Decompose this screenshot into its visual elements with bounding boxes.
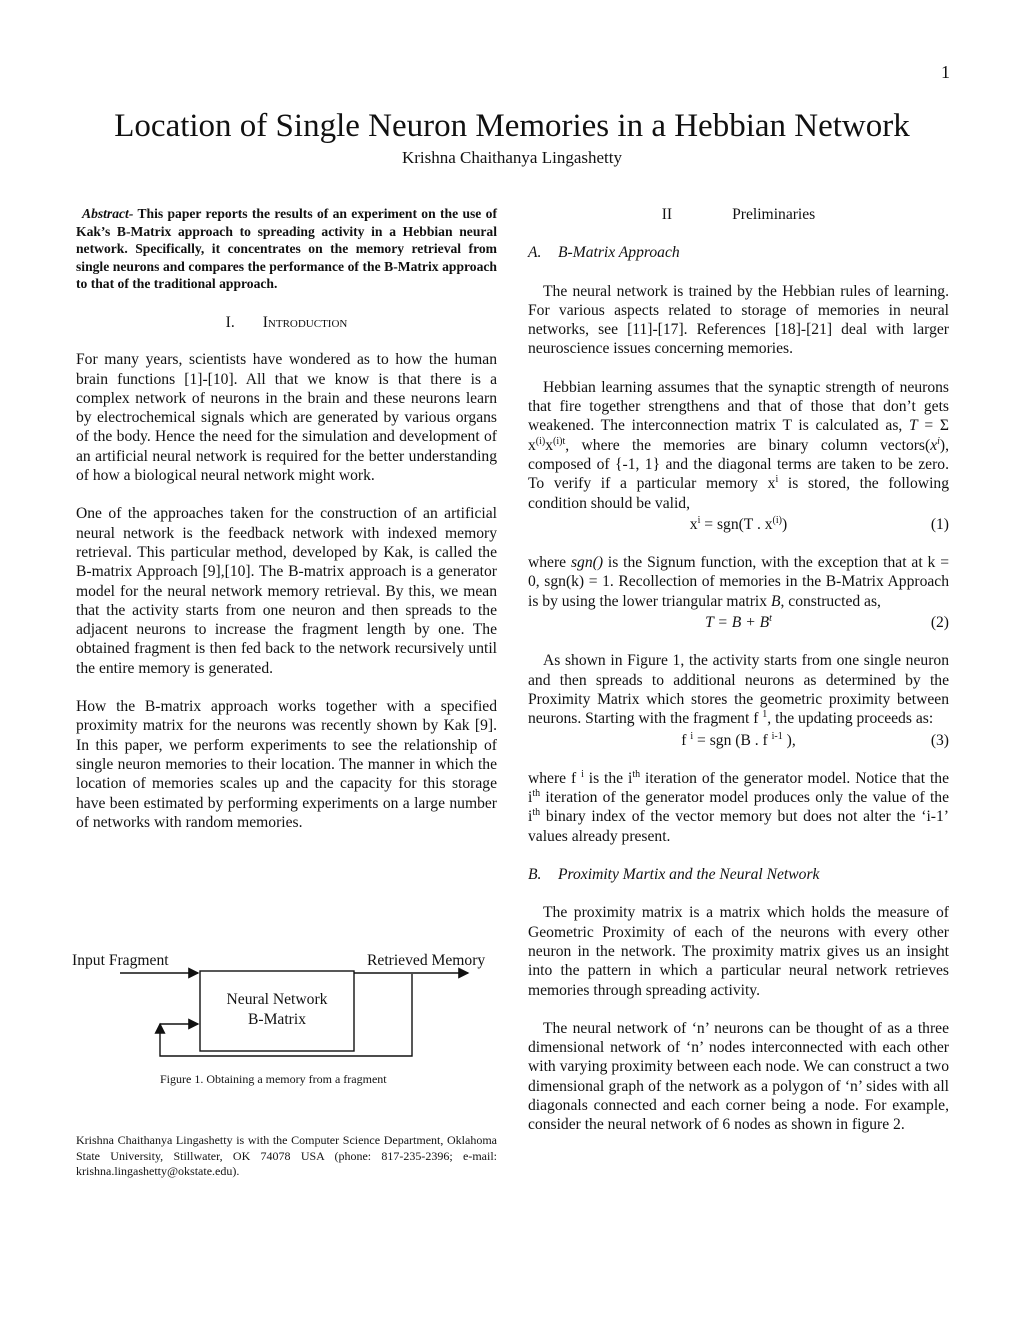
left-column [76,205,497,832]
equation-1: $x^i = sgn(T$ . $x^{(i)}$) (1) [689,514,949,533]
page-number: 1 [941,62,950,82]
paragraph: Hebbian learning assumes that the synaptic strength of neurons that fire together strengthens and that of those that don’t gets weakened. The interconnection matrix T is calculated as, T = Σ $x^{(i)}x^{(i)t}$, where the memories are binary column $vectors(x^i)$, composed of {-1, 1} and the diagonal terms are taken to be zero. To verify if a particular memory $x^i$ is stored, the following condition should be valid, [528,378,949,512]
abstract-text: This paper reports the results of an experiment on the use of Kak’s B-Matrix approach to spreading activity in a Hebbian neural network. Specifically, it concentrates on the memory retrieval from single neurons and compares the performance of the B-Matrix approach to that of the traditional approach. [76,206,497,292]
author-footnote: Krishna Chaithanya Lingashetty is with the Computer Science Department, Oklahoma State University, Stillwater, OK 74078 USA (phone: 817-235-2396; e-mail: krishna.lingashetty@okstate.edu). [76,1133,497,1178]
retrieved-memory-label: Retrieved Memory [367,952,486,969]
paragraph: where f $^i$ is the $i^{th}$ iteration of the generator model. Notice that the $i^{th}$ iteration of the generator model produces only the value of the $i^{th}$ binary index of the vector memory but does not alter the ‘i-1’ values already present. [528,768,949,845]
equation-number: (1) [930,515,949,533]
paper-title: Location of Single Neuron Memories in a Hebbian Network [114,108,910,144]
paragraph: How the B-matrix approach works together with a specified proximity matrix for the neurons was recently shown by Kak [9]. In this paper, we perform experiments to see the relationship of single neuron memories to their location. The manner in which the location of memories scales up and the capacity for this storage have been estimated by performing experiments on a large number of networks with random memories. [76,698,497,831]
subsection-heading-b: B. Proximity Martix and the Neural Network [528,866,820,884]
figure-1-caption: Figure 1. Obtaining a memory from a fragment [160,1072,387,1086]
section-title: Introduction [262,313,348,331]
paragraph: The neural network of ‘n’ neurons can be thought of as a three dimensional network of ‘n’ nodes interconnected with each other with varying proximity between each node. We can construct a two dimensional graph of the network as a polygon of ‘n’ sides with all diagonals connected and each corner being a node. For example, consider the neural network of 6 nodes as shown in figure 2. [528,1019,949,1134]
box-label: Neural Network B-Matrix [226,991,328,1028]
paragraph: As shown in Figure 1, the activity starts from one single neuron and then spreads to additional neurons as determined by the Proximity Matrix which stores the geometric proximity between neurons. Starting with the fragment f $^1$, the updating proceeds as: [528,652,949,728]
right-column [528,205,949,1135]
subsection-heading-a: A. B-Matrix Approach [528,244,680,262]
section-number: I. [225,313,235,331]
section-heading-introduction [76,313,497,332]
paragraph: The neural network is trained by the Hebbian rules of learning. For various aspects related to storage of memories in neural networks, see [11]-[17]. References [18]-[21] deal with larger neuroscience issues concerning memories. [528,282,949,358]
paragraph: The proximity matrix is a matrix which holds the measure of Geometric Proximity of each of the neurons with every other neuron in the network. The proximity matrix gives us an insight into the pattern in which a particular neural network retrieves memories through spreading activity. [528,904,949,999]
paragraph: where sgn() is the Signum function, with the exception that at k = 0, sgn(k) = 1. Recollection of memories in the B-Matrix Approach is by using the lower triangular matrix B, constructed as, [528,554,950,610]
section-heading-preliminaries [528,205,949,224]
paragraph: For many years, scientists have wondered as to how the human brain functions [1]-[10]. All that we know is that there is a complex network of neurons in the brain and these neurons learn by electrochemical signals which are generated by various organs of the body. Hence the need for the simulation and development of an artificial neural network is required for the better understanding of how a biological neural network might work. [76,351,497,485]
equation-number: (2) [930,614,949,632]
paragraph: One of the approaches taken for the construction of an artificial neural network is the feedback network with indexed memory retrieval. This particular method, developed by Kak, is called the B-matrix Approach [9],[10]. The B-matrix approach is a generator model for the neural network memory retrieval. By this, we mean that the activity starts from one neuron and then spreads to the adjacent neurons to increase the fragment length by one. The obtained fragment is then fed back to the network recursively until the entire memory is generated. [76,505,497,677]
abstract [76,205,497,293]
equation-3: f $^i$ = sgn (B . f $^{i-1}$ ), (3) [681,730,949,749]
section-number: II [661,206,673,223]
input-fragment-label: Input Fragment [72,952,169,969]
section-title: Preliminaries [732,206,816,223]
abstract-lead: Abstract- [82,206,134,221]
equation-2: $T = B + B^t$ (2) [705,612,949,632]
author-name: Krishna Chaithanya Lingashetty [401,148,622,167]
equation-number: (3) [930,731,949,749]
